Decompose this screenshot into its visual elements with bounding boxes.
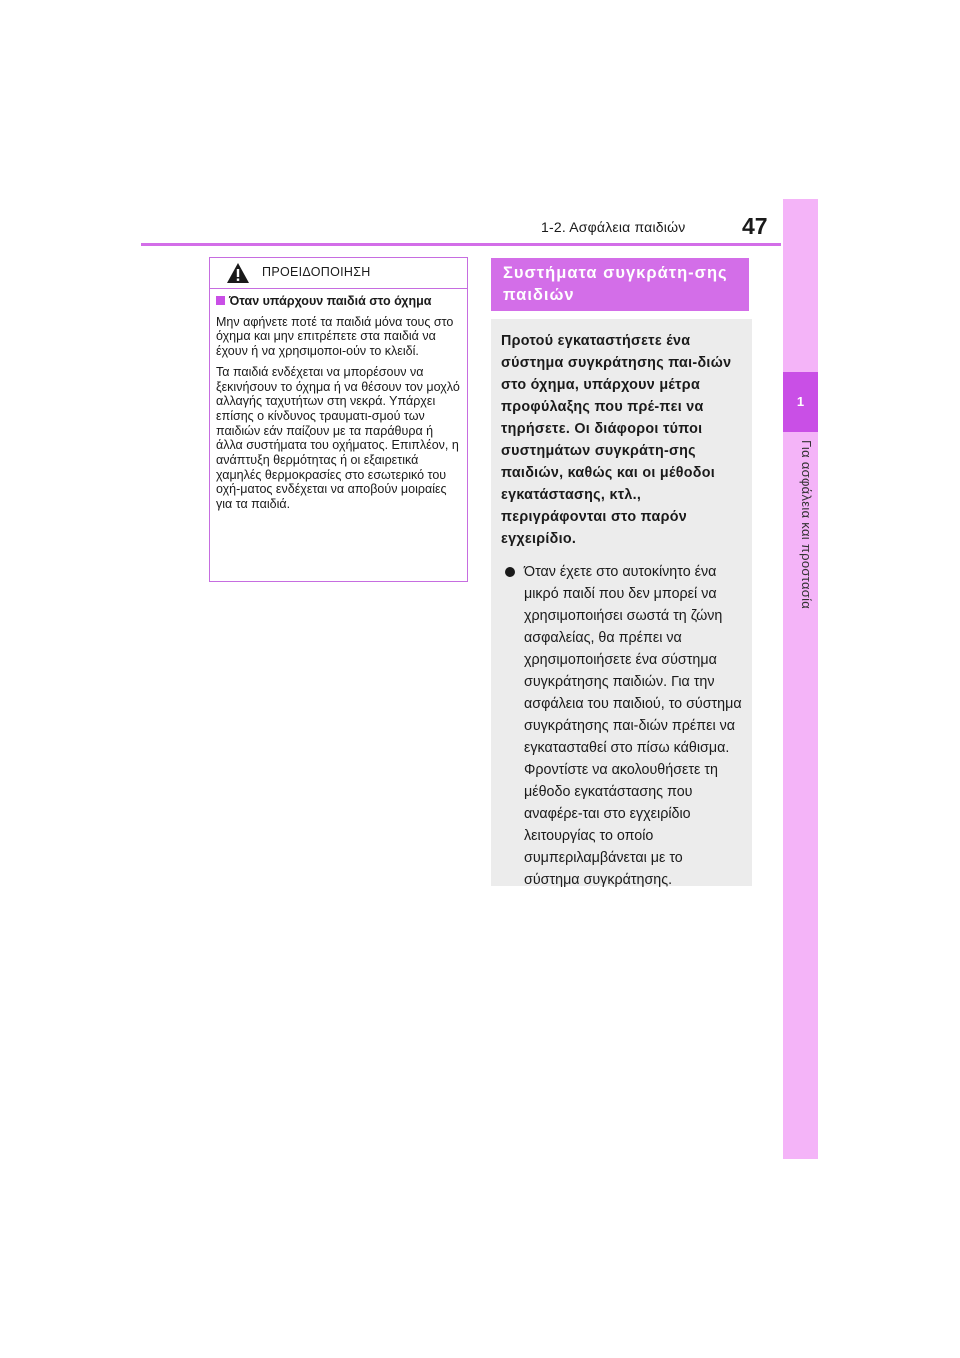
info-title-box — [491, 258, 749, 311]
square-bullet-icon — [216, 296, 225, 305]
warning-triangle-icon — [226, 262, 250, 284]
warning-paragraph: Μην αφήνετε ποτέ τα παιδιά μόνα τους στο όχημα και μην επιτρέπετε στα παιδιά να έχουν ή να χρησιμοποι-ούν το κλειδί. — [216, 314, 454, 359]
header-rule — [141, 243, 781, 246]
section-title: 1-2. Ασφάλεια παιδιών — [541, 219, 686, 235]
warning-heading-text: Όταν υπάρχουν παιδιά στο όχημα — [229, 294, 432, 308]
info-title: Συστήματα συγκράτη-σης παιδιών — [503, 264, 728, 304]
chapter-number: 1 — [796, 394, 805, 409]
page-number: 47 — [742, 213, 768, 239]
info-intro: Προτού εγκαταστήσετε ένα σύστημα συγκράτησης παι-διών στο όχημα, υπάρχουν μέτρα προφύλαξης που πρέ-πει να τηρήσετε. Οι διάφοροι τύποι συστημάτων συγκράτη-σης παιδιών, καθώς και οι μέθοδοι εγκατάστασης, κτλ., περιγράφονται στο παρόν εγχειρίδιο. — [501, 333, 732, 547]
warning-title: ΠΡΟΕΙΔΟΠΟΙΗΣΗ — [262, 265, 371, 279]
warning-header — [210, 258, 467, 289]
chapter-side-tab — [783, 199, 818, 1159]
info-bullet-text: Όταν έχετε στο αυτοκίνητο ένα μικρό παιδί που δεν μπορεί να χρησιμοποιήσει σωστά τη ζώνη ασφαλείας, θα πρέπει να χρησιμοποιήσετε ένα σύστημα συγκράτησης παιδιών. Για την ασφάλεια του παιδιού, το σύστημα συγκράτησης παι-διών πρέπει να εγκατασταθεί στο πίσω κάθισμα. Φροντίστε να ακολουθήσετε τη μέθοδο εγκατάστασης που αναφέρε-ται στο εγχειρίδιο λειτουργίας το οποίο συμπεριλαμβάνεται με το σύστημα συγκράτησης. — [524, 564, 742, 888]
list-item — [501, 561, 742, 891]
warning-paragraph: Τα παιδιά ενδέχεται να μπορέσουν να ξεκινήσουν το όχημα ή να θέσουν τον μοχλό αλλαγής ταχυτήτων στη νεκρά. Υπάρχει επίσης ο κίνδυνος τραυματι-σμού των παιδιών εάν παίζουν με τα παράθυρα ή άλλα συστήματα του οχήματος. Επιπλέον, η ανάπτυξη θερμότητας ή οι εξαιρετικά χαμηλές θερμοκρασίες στο εσωτερικό του οχή-ματος ενδέχεται να αποβούν μοιραίες για τα παιδιά. — [216, 364, 460, 512]
warning-box — [209, 257, 468, 582]
info-body-box — [491, 319, 752, 886]
warning-heading — [216, 294, 460, 309]
bullet-dot-icon — [505, 567, 515, 577]
warning-body — [210, 289, 467, 512]
chapter-label: Για ασφάλεια και προστασία — [799, 440, 814, 610]
